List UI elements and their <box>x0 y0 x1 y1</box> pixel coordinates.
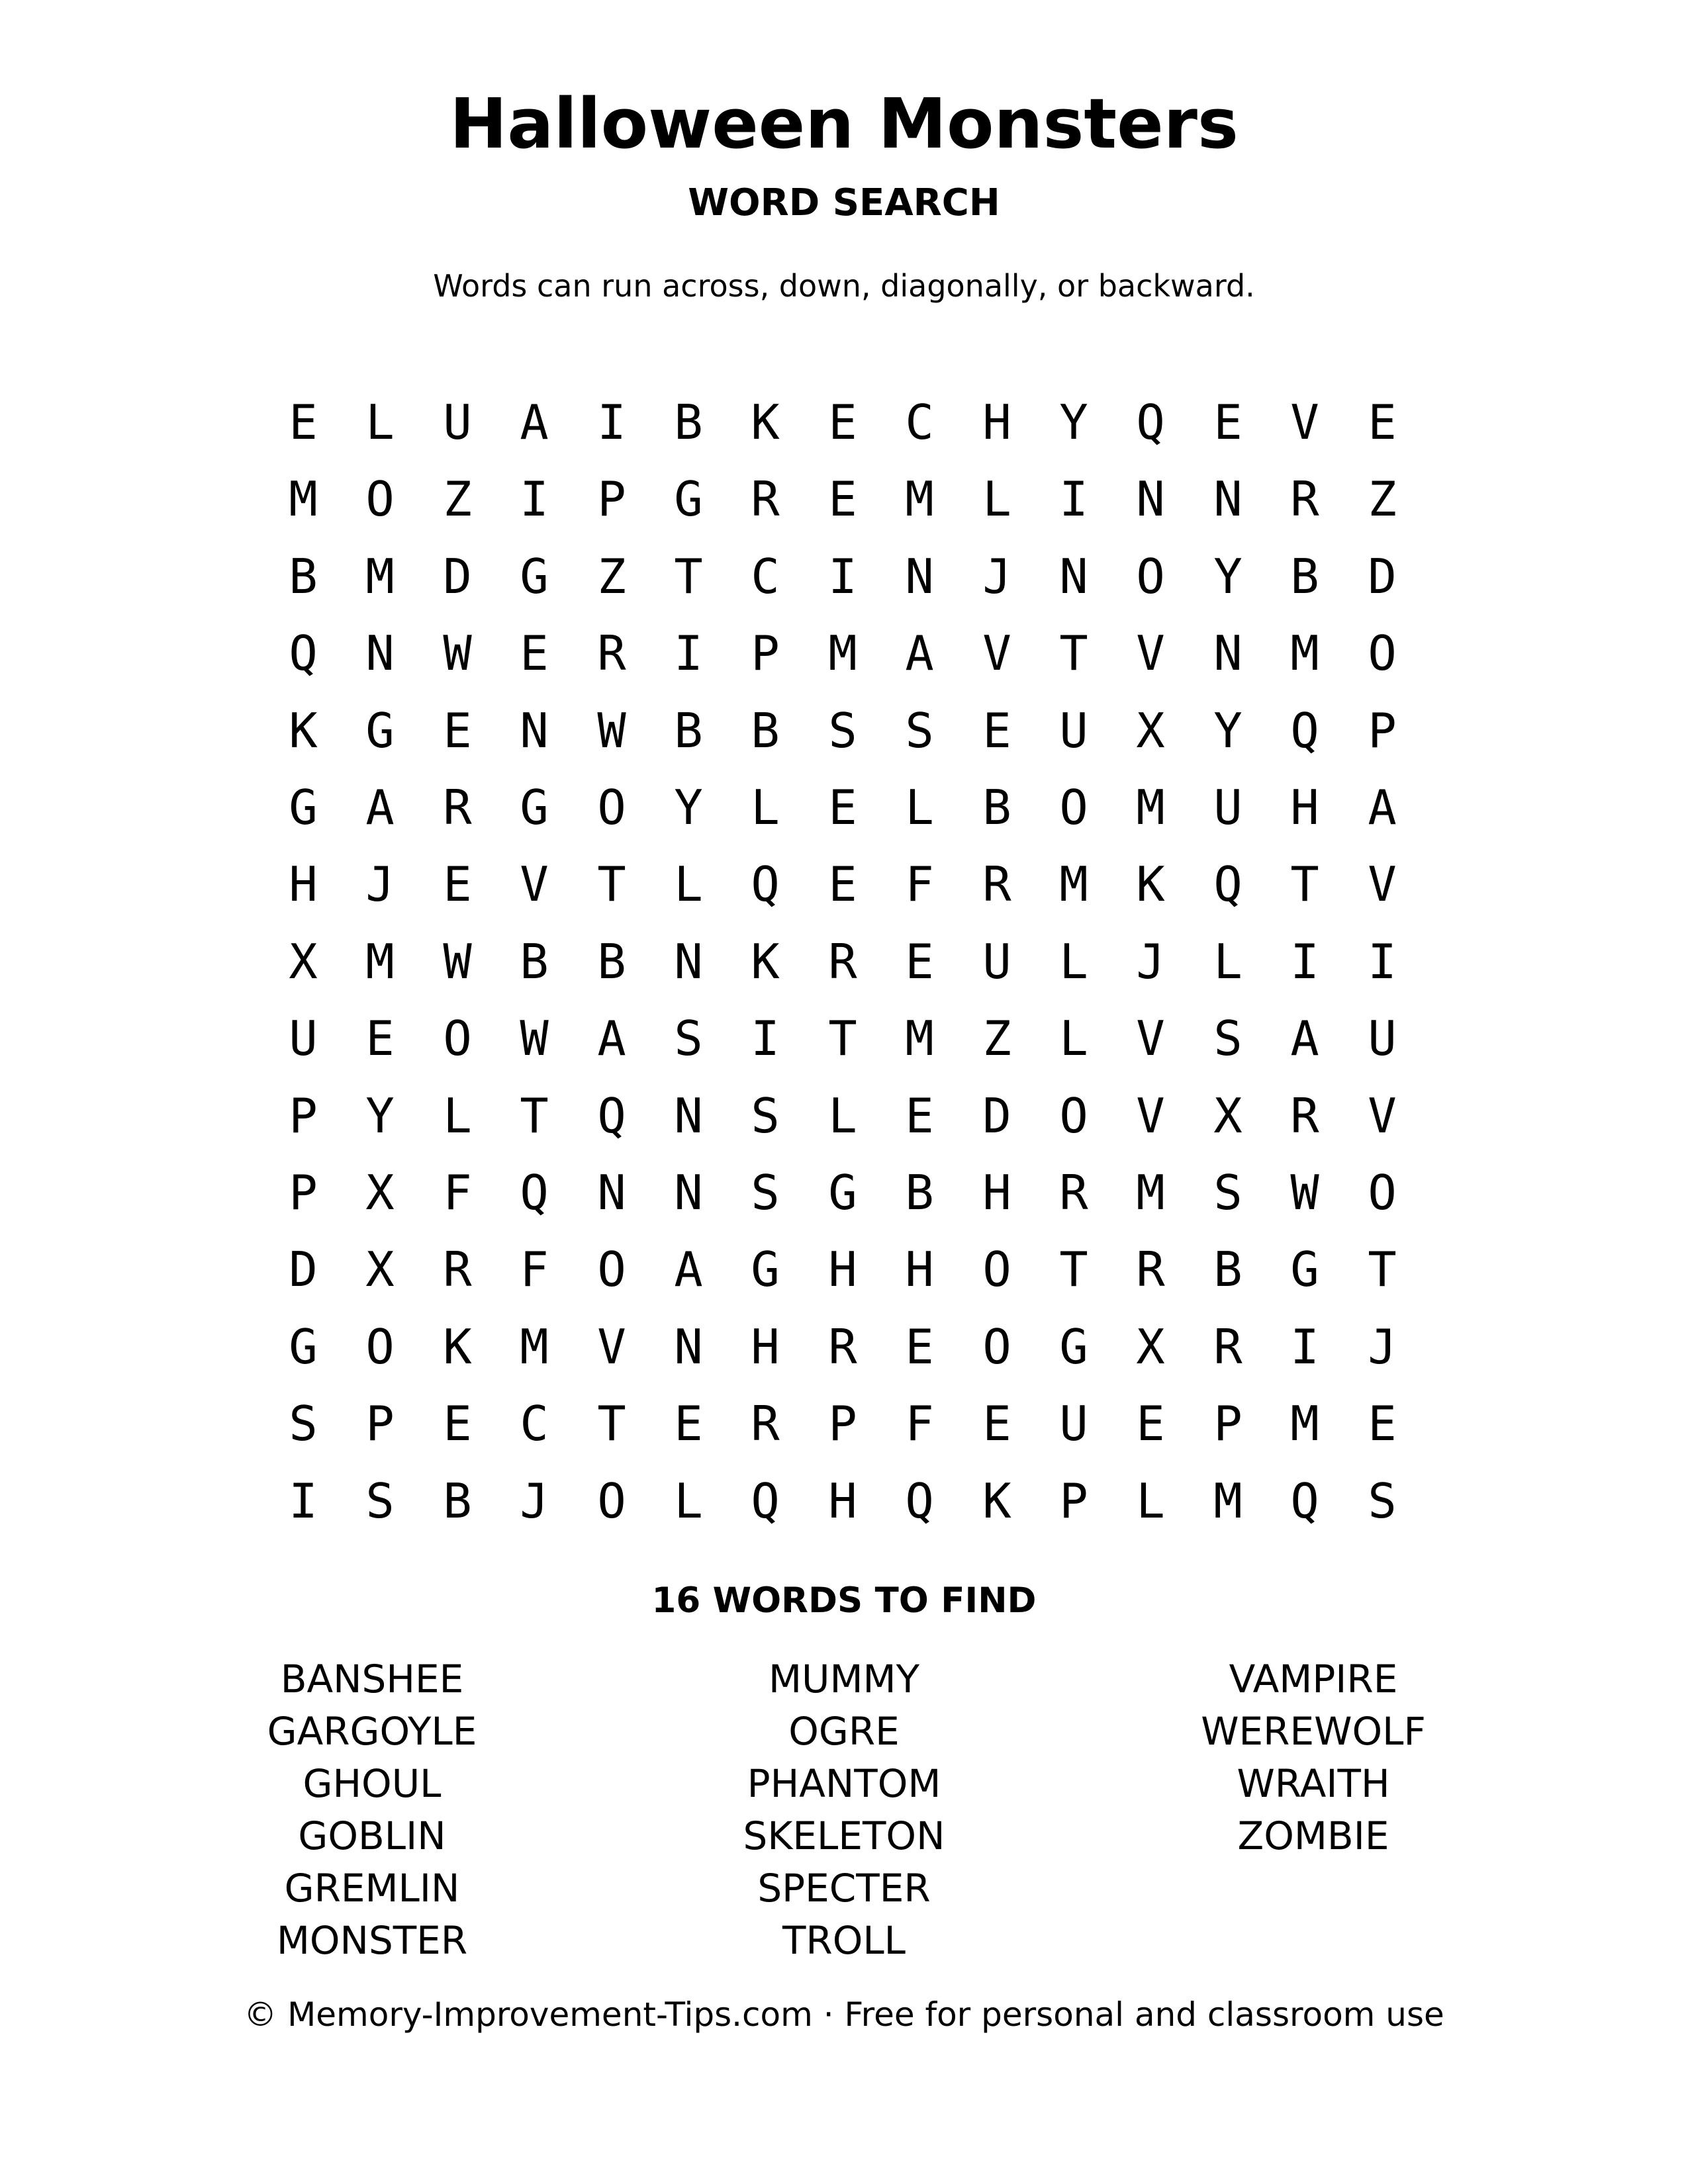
grid-letter: B <box>905 1165 934 1220</box>
grid-letter: M <box>1059 856 1088 912</box>
word-list-item: VAMPIRE <box>1229 1657 1398 1702</box>
grid-letter: R <box>751 471 780 527</box>
grid-letter: E <box>828 394 857 450</box>
grid-letter: A <box>520 394 549 450</box>
grid-letter: N <box>674 934 703 989</box>
grid-letter: S <box>828 703 857 758</box>
grid-letter: E <box>905 1088 934 1144</box>
grid-letter: U <box>1368 1011 1397 1066</box>
grid-letter: J <box>365 856 395 912</box>
grid-letter: P <box>1213 1396 1243 1451</box>
grid-letter: X <box>1136 703 1165 758</box>
grid-letter: V <box>1136 1011 1165 1066</box>
grid-letter: E <box>520 625 549 681</box>
grid-letter: V <box>982 625 1011 681</box>
grid-letter: U <box>1059 703 1088 758</box>
grid-letter: L <box>1213 934 1243 989</box>
grid-letter: N <box>1059 549 1088 604</box>
grid-letter: Z <box>443 471 472 527</box>
word-list-item: MONSTER <box>276 1918 468 1963</box>
grid-letter: F <box>443 1165 472 1220</box>
grid-letter: M <box>905 471 934 527</box>
word-list-item: SPECTER <box>757 1866 931 1911</box>
grid-letter: V <box>1368 856 1397 912</box>
grid-letter: O <box>365 1319 395 1375</box>
grid-letter: R <box>828 1319 857 1375</box>
grid-letter: S <box>1368 1473 1397 1529</box>
grid-letter: L <box>1059 934 1088 989</box>
grid-letter: L <box>751 780 780 835</box>
grid-letter: B <box>982 780 1011 835</box>
grid-letter: T <box>1059 1242 1088 1297</box>
grid-letter: I <box>1059 471 1088 527</box>
grid-letter: O <box>1368 1165 1397 1220</box>
grid-letter: Q <box>597 1088 626 1144</box>
grid-letter: P <box>365 1396 395 1451</box>
grid-letter: E <box>828 471 857 527</box>
grid-letter: P <box>289 1165 318 1220</box>
grid-letter: H <box>828 1473 857 1529</box>
grid-letter: Q <box>751 856 780 912</box>
grid-letter: T <box>597 1396 626 1451</box>
grid-letter: V <box>520 856 549 912</box>
grid-letter: S <box>751 1165 780 1220</box>
grid-letter: E <box>905 1319 934 1375</box>
grid-letter: Y <box>674 780 703 835</box>
grid-letter: Z <box>597 549 626 604</box>
grid-letter: I <box>1368 934 1397 989</box>
grid-letter: L <box>365 394 395 450</box>
grid-letter: O <box>597 1473 626 1529</box>
grid-letter: G <box>751 1242 780 1297</box>
grid-letter: I <box>597 394 626 450</box>
grid-letter: K <box>982 1473 1011 1529</box>
grid-letter: I <box>1290 934 1319 989</box>
grid-letter: H <box>982 1165 1011 1220</box>
word-list-item: MUMMY <box>768 1657 919 1702</box>
grid-letter: V <box>1136 1088 1165 1144</box>
word-list-column-2 <box>612 1653 1076 1967</box>
grid-letter: R <box>1213 1319 1243 1375</box>
grid-letter: L <box>982 471 1011 527</box>
grid-letter: S <box>674 1011 703 1066</box>
grid-letter: W <box>1290 1165 1319 1220</box>
grid-letter: Q <box>1136 394 1165 450</box>
word-list-item: SKELETON <box>743 1813 945 1858</box>
word-list-column-3 <box>1082 1653 1545 1862</box>
grid-letter: G <box>289 780 318 835</box>
grid-letter: S <box>905 703 934 758</box>
grid-letter: N <box>1213 471 1243 527</box>
grid-letter: D <box>1368 549 1397 604</box>
grid-letter: R <box>751 1396 780 1451</box>
grid-letter: Q <box>905 1473 934 1529</box>
grid-letter: L <box>828 1088 857 1144</box>
grid-letter: T <box>1059 625 1088 681</box>
grid-letter: G <box>289 1319 318 1375</box>
grid-letter: M <box>365 934 395 989</box>
word-list-item: GHOUL <box>303 1761 442 1806</box>
grid-letter: U <box>1213 780 1243 835</box>
grid-letter: M <box>828 625 857 681</box>
grid-letter: K <box>751 934 780 989</box>
grid-letter: S <box>1213 1165 1243 1220</box>
grid-letter: N <box>1213 625 1243 681</box>
grid-letter: D <box>289 1242 318 1297</box>
grid-letter: H <box>828 1242 857 1297</box>
grid-letter: G <box>828 1165 857 1220</box>
grid-letter: C <box>520 1396 549 1451</box>
grid-letter: R <box>443 1242 472 1297</box>
grid-letter: T <box>520 1088 549 1144</box>
grid-letter: G <box>674 471 703 527</box>
grid-letter: V <box>1290 394 1319 450</box>
grid-letter: T <box>1368 1242 1397 1297</box>
grid-letter: L <box>1136 1473 1165 1529</box>
grid-letter: R <box>982 856 1011 912</box>
grid-letter: H <box>1290 780 1319 835</box>
grid-letter: U <box>443 394 472 450</box>
grid-letter: G <box>520 549 549 604</box>
grid-letter: P <box>828 1396 857 1451</box>
grid-letter: T <box>674 549 703 604</box>
grid-letter: B <box>674 703 703 758</box>
grid-letter: R <box>1059 1165 1088 1220</box>
grid-letter: Y <box>365 1088 395 1144</box>
grid-letter: F <box>520 1242 549 1297</box>
grid-letter: R <box>597 625 626 681</box>
grid-letter: T <box>1290 856 1319 912</box>
grid-letter: E <box>443 1396 472 1451</box>
instructions-text: Words can run across, down, diagonally, or backward. <box>433 268 1255 304</box>
word-list-item: BANSHEE <box>280 1657 464 1702</box>
grid-letter: X <box>1136 1319 1165 1375</box>
grid-letter: A <box>365 780 395 835</box>
grid-letter: O <box>597 780 626 835</box>
grid-letter: K <box>751 394 780 450</box>
grid-letter: G <box>1059 1319 1088 1375</box>
grid-letter: E <box>828 780 857 835</box>
grid-letter: O <box>1059 780 1088 835</box>
grid-letter: E <box>982 1396 1011 1451</box>
grid-letter: K <box>1136 856 1165 912</box>
grid-letter: N <box>1136 471 1165 527</box>
grid-letter: P <box>751 625 780 681</box>
grid-letter: X <box>365 1242 395 1297</box>
grid-letter: E <box>905 934 934 989</box>
grid-letter: A <box>1368 780 1397 835</box>
grid-letter: J <box>982 549 1011 604</box>
grid-letter: H <box>289 856 318 912</box>
grid-letter: M <box>365 549 395 604</box>
grid-letter: M <box>1290 1396 1319 1451</box>
grid-letter: E <box>443 703 472 758</box>
grid-letter: L <box>674 856 703 912</box>
grid-letter: G <box>365 703 395 758</box>
grid-letter: B <box>1213 1242 1243 1297</box>
grid-letter: E <box>365 1011 395 1066</box>
grid-letter: W <box>443 934 472 989</box>
grid-letter: Q <box>289 625 318 681</box>
grid-letter: O <box>443 1011 472 1066</box>
grid-letter: X <box>365 1165 395 1220</box>
grid-letter: B <box>751 703 780 758</box>
grid-letter: N <box>674 1319 703 1375</box>
grid-letter: L <box>674 1473 703 1529</box>
grid-letter: C <box>751 549 780 604</box>
grid-letter: M <box>1136 1165 1165 1220</box>
word-list-heading: 16 WORDS TO FIND <box>651 1580 1037 1621</box>
word-list-item: GOBLIN <box>298 1813 446 1858</box>
grid-letter: W <box>443 625 472 681</box>
grid-letter: P <box>289 1088 318 1144</box>
grid-letter: N <box>674 1165 703 1220</box>
grid-letter: K <box>289 703 318 758</box>
grid-letter: M <box>1213 1473 1243 1529</box>
grid-letter: S <box>365 1473 395 1529</box>
grid-letter: W <box>520 1011 549 1066</box>
grid-letter: O <box>365 471 395 527</box>
grid-letter: M <box>1290 625 1319 681</box>
grid-letter: R <box>1136 1242 1165 1297</box>
grid-letter: B <box>443 1473 472 1529</box>
grid-letter: Q <box>751 1473 780 1529</box>
grid-letter: N <box>674 1088 703 1144</box>
grid-letter: I <box>1290 1319 1319 1375</box>
grid-letter: I <box>289 1473 318 1529</box>
grid-letter: M <box>1136 780 1165 835</box>
word-list-item: OGRE <box>788 1709 900 1754</box>
grid-letter: F <box>905 1396 934 1451</box>
grid-letter: O <box>982 1242 1011 1297</box>
grid-letter: J <box>520 1473 549 1529</box>
grid-letter: Y <box>1059 394 1088 450</box>
grid-letter: E <box>1136 1396 1165 1451</box>
grid-letter: L <box>1059 1011 1088 1066</box>
grid-letter: Z <box>1368 471 1397 527</box>
grid-letter: L <box>443 1088 472 1144</box>
grid-letter: A <box>597 1011 626 1066</box>
grid-letter: D <box>982 1088 1011 1144</box>
grid-letter: X <box>1213 1088 1243 1144</box>
grid-letter: X <box>289 934 318 989</box>
grid-letter: E <box>982 703 1011 758</box>
grid-letter: U <box>289 1011 318 1066</box>
grid-letter: B <box>674 394 703 450</box>
grid-letter: I <box>751 1011 780 1066</box>
grid-letter: K <box>443 1319 472 1375</box>
grid-letter: D <box>443 549 472 604</box>
page-title: Halloween Monsters <box>449 83 1239 164</box>
grid-letter: B <box>1290 549 1319 604</box>
grid-letter: I <box>674 625 703 681</box>
grid-letter: E <box>1368 1396 1397 1451</box>
grid-letter: G <box>1290 1242 1319 1297</box>
grid-letter: R <box>1290 1088 1319 1144</box>
grid-letter: T <box>828 1011 857 1066</box>
grid-letter: S <box>289 1396 318 1451</box>
grid-letter: E <box>828 856 857 912</box>
word-list-item: GARGOYLE <box>267 1709 477 1754</box>
grid-letter: V <box>597 1319 626 1375</box>
grid-letter: U <box>982 934 1011 989</box>
grid-letter: F <box>905 856 934 912</box>
grid-letter: J <box>1368 1319 1397 1375</box>
grid-letter: B <box>289 549 318 604</box>
grid-letter: O <box>982 1319 1011 1375</box>
grid-letter: B <box>597 934 626 989</box>
word-list-column-1 <box>140 1653 604 1967</box>
grid-letter: U <box>1059 1396 1088 1451</box>
grid-letter: P <box>1059 1473 1088 1529</box>
page-subtitle: WORD SEARCH <box>688 181 1000 224</box>
grid-letter: N <box>597 1165 626 1220</box>
grid-letter: N <box>520 703 549 758</box>
grid-letter: S <box>751 1088 780 1144</box>
letter-grid <box>265 384 1423 1542</box>
grid-letter: S <box>1213 1011 1243 1066</box>
grid-letter: E <box>443 856 472 912</box>
grid-letter: A <box>1290 1011 1319 1066</box>
grid-letter: Y <box>1213 703 1243 758</box>
grid-letter: O <box>597 1242 626 1297</box>
grid-letter: G <box>520 780 549 835</box>
grid-letter: I <box>520 471 549 527</box>
grid-letter: R <box>443 780 472 835</box>
grid-letter: M <box>520 1319 549 1375</box>
grid-letter: W <box>597 703 626 758</box>
grid-letter: O <box>1368 625 1397 681</box>
grid-letter: Q <box>1290 1473 1319 1529</box>
grid-letter: E <box>1368 394 1397 450</box>
word-list-item: TROLL <box>782 1918 906 1963</box>
grid-letter: Z <box>982 1011 1011 1066</box>
grid-letter: P <box>597 471 626 527</box>
grid-letter: A <box>674 1242 703 1297</box>
grid-letter: Q <box>1290 703 1319 758</box>
word-list-item: PHANTOM <box>747 1761 941 1806</box>
grid-letter: P <box>1368 703 1397 758</box>
grid-letter: M <box>905 1011 934 1066</box>
grid-letter: V <box>1368 1088 1397 1144</box>
grid-letter: I <box>828 549 857 604</box>
grid-letter: E <box>289 394 318 450</box>
grid-letter: O <box>1059 1088 1088 1144</box>
grid-letter: Y <box>1213 549 1243 604</box>
grid-letter: E <box>674 1396 703 1451</box>
grid-letter: T <box>597 856 626 912</box>
word-list-item: ZOMBIE <box>1237 1813 1389 1858</box>
word-list-item: WEREWOLF <box>1201 1709 1426 1754</box>
grid-letter: R <box>1290 471 1319 527</box>
grid-letter: R <box>828 934 857 989</box>
grid-letter: V <box>1136 625 1165 681</box>
grid-letter: E <box>1213 394 1243 450</box>
grid-letter: H <box>982 394 1011 450</box>
word-list-item: GREMLIN <box>284 1866 460 1911</box>
grid-letter: M <box>289 471 318 527</box>
grid-letter: C <box>905 394 934 450</box>
grid-letter: Q <box>1213 856 1243 912</box>
grid-letter: N <box>365 625 395 681</box>
footer-credit: © Memory-Improvement-Tips.com · Free for personal and classroom use <box>244 1995 1444 2034</box>
grid-letter: B <box>520 934 549 989</box>
grid-letter: Q <box>520 1165 549 1220</box>
grid-letter: H <box>905 1242 934 1297</box>
grid-letter: J <box>1136 934 1165 989</box>
grid-letter: A <box>905 625 934 681</box>
grid-letter: O <box>1136 549 1165 604</box>
grid-letter: H <box>751 1319 780 1375</box>
word-list-item: WRAITH <box>1237 1761 1390 1806</box>
grid-letter: N <box>905 549 934 604</box>
grid-letter: L <box>905 780 934 835</box>
